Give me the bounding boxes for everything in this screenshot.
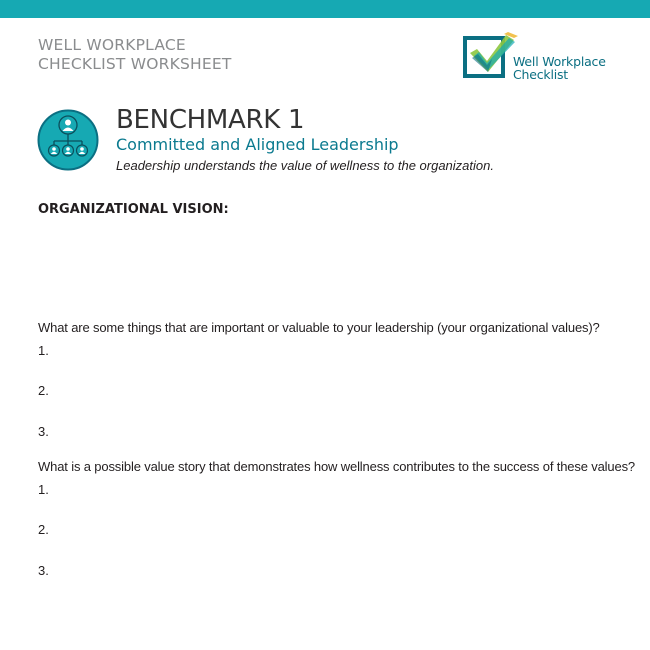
worksheet-title — [38, 36, 232, 74]
question-1-text: What are some things that are important or valuable to your leadership (your organizational values)? — [38, 320, 600, 335]
benchmark-title: BENCHMARK 1 — [116, 105, 305, 135]
leadership-hierarchy-icon — [37, 109, 99, 171]
worksheet-title-line1: WELL WORKPLACE — [38, 36, 186, 54]
question-2-text: What is a possible value story that demonstrates how wellness contributes to the success of these values? — [38, 459, 636, 474]
benchmark-subtitle: Committed and Aligned Leadership — [116, 135, 399, 154]
worksheet-title-line2: CHECKLIST WORKSHEET — [38, 55, 232, 73]
benchmark-description: Leadership understands the value of wellness to the organization. — [116, 158, 494, 173]
question-2-item-1: 1. — [38, 482, 49, 497]
question-1-item-2: 2. — [38, 383, 49, 398]
top-accent-bar — [0, 0, 650, 18]
question-2-item-3: 3. — [38, 563, 49, 578]
question-2-item-2: 2. — [38, 522, 49, 537]
logo-text-line2: Checklist — [513, 67, 569, 82]
question-1-item-1: 1. — [38, 343, 49, 358]
logo-text-line1: Well Workplace — [513, 54, 606, 69]
organizational-vision-heading: ORGANIZATIONAL VISION: — [38, 202, 229, 217]
well-workplace-checklist-logo — [462, 32, 622, 84]
logo-text — [513, 55, 606, 81]
question-1-item-3: 3. — [38, 424, 49, 439]
